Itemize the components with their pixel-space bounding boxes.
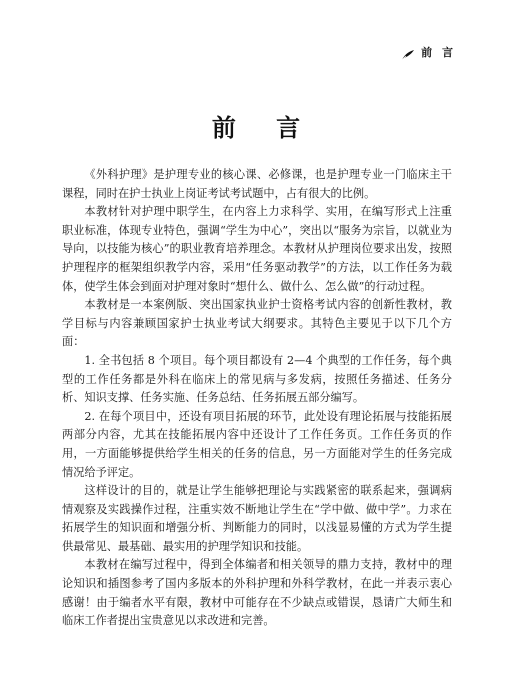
paragraph: 这样设计的目的，就是让学生能够把理论与实践紧密的联系起来，强调病情观察及实践操作过程，注重实效不断地让学生在“学中做、做中学”。力求在拓展学生的知识面和增强分析、判断能力的同时，以浅显易懂的方式为学生提供最常见、最基础、最实用的护理学知识和技能。 xyxy=(62,484,452,553)
running-header-label: 前 言 xyxy=(421,46,456,59)
paragraph: 本教材针对护理中职学生，在内容上力求科学、实用，在编写形式上注重职业标准，体现专业特色，强调“学生为中心”，突出以“服务为宗旨，以就业为导向，以技能为核心”的职业教育培养理念。本教材从护理岗位要求出发，按照护理程序的框架组织教学内容，采用“任务驱动教学”的方法，以工作任务为载体，使学生体会到面对护理对象时“想什么、做什么、怎么做”的行动过程。 xyxy=(62,205,452,293)
paragraph: 本教材在编写过程中，得到全体编者和相关领导的鼎力支持，教材中的理论知识和插图参考了国内多版本的外科护理和外科学教材，在此一并表示衷心感谢！由于编者水平有限，教材中可能存在不少缺点或错误，恳请广大师生和临床工作者提出宝贵意见以求改进和完善。 xyxy=(62,558,452,628)
feather-quill-icon xyxy=(401,46,415,58)
paragraph: 《外科护理》是护理专业的核心课、必修课，也是护理专业一门临床主干课程，同时在护士执业上岗证考试考试题中，占有很大的比例。 xyxy=(62,168,452,200)
running-header xyxy=(401,44,456,60)
paragraph: 1. 全书包括 8 个项目。每个项目都设有 2—4 个典型的工作任务，每个典型的工作任务都是外科在临床上的常见病与多发病，按照任务描述、任务分析、知识支撑、任务实施、任务总结、任务拓展五部分编写。 xyxy=(62,353,452,405)
preface-body xyxy=(62,166,452,631)
paragraph: 本教材是一本案例版、突出国家执业护士资格考试内容的创新性教材，教学目标与内容兼顾国家护士执业考试大纲要求。其特色主要见于以下几个方面： xyxy=(62,298,452,349)
page-title: 前 言 xyxy=(211,113,317,142)
paragraph: 2. 在每个项目中，还设有项目拓展的环节，此处设有理论拓展与技能拓展两部分内容，尤其在技能拓展内容中还设计了工作任务页。工作任务页的作用，一方面能够提供给学生相关的任务的信息，另一方面能对学生的任务完成情况给予评定。 xyxy=(62,409,452,479)
